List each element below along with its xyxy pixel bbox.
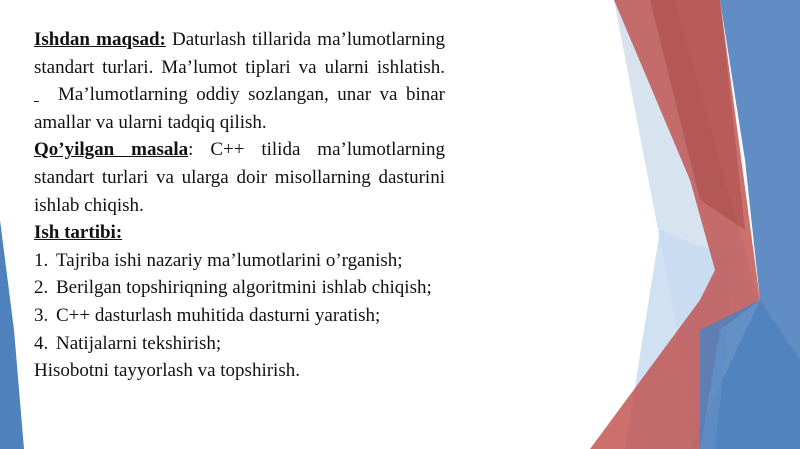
underline-gap — [34, 81, 58, 109]
list-item — [34, 330, 445, 358]
task-text: C++ tilida ma’lumotlarning standart turlari va ularga doir misollarning dasturini ishlab chiqish. — [34, 139, 445, 216]
step-number: 4. — [34, 332, 49, 354]
step-text: C++ dasturlash muhitida dasturni yaratish; — [56, 304, 381, 326]
task-heading: Qo’yilgan masala — [34, 139, 189, 161]
list-item — [34, 274, 445, 302]
procedure-heading-paragraph — [34, 219, 445, 247]
task-paragraph: Qo’yilgan masala: C++ tilida ma’lumotlarning standart turlari va ularga doir misollarning dasturini ishlab chiqish. — [34, 139, 445, 216]
procedure-steps-list — [34, 247, 445, 357]
procedure-heading: Ish tartibi: — [34, 222, 123, 244]
slide-content — [34, 26, 445, 385]
goal-text-2: Ma’lumotlarning oddiy sozlangan, unar va binar amallar va ularni tadqiq qilish. — [34, 84, 445, 133]
left-blue-sliver — [0, 220, 24, 449]
step-text: Natijalarni tekshirish; — [56, 332, 222, 354]
goal-text-1: Daturlash tillarida ma’lumotlarning standart turlari. Ma’lumot tiplari va ularni ishlatish. — [34, 29, 445, 78]
list-item — [34, 302, 445, 330]
list-item — [34, 247, 445, 275]
step-number: 3. — [34, 304, 49, 326]
goal-paragraph — [34, 26, 445, 136]
step-number: 2. — [34, 277, 49, 299]
goal-heading: Ishdan maqsad: — [34, 29, 166, 50]
step-text: Berilgan topshiriqning algoritmini ishlab chiqish; — [56, 277, 432, 299]
final-step: Hisobotni tayyorlash va topshirish. — [34, 360, 300, 382]
step-number: 1. — [34, 249, 49, 271]
step-text: Tajriba ishi nazariy ma’lumotlarini o’rganish; — [56, 249, 403, 271]
